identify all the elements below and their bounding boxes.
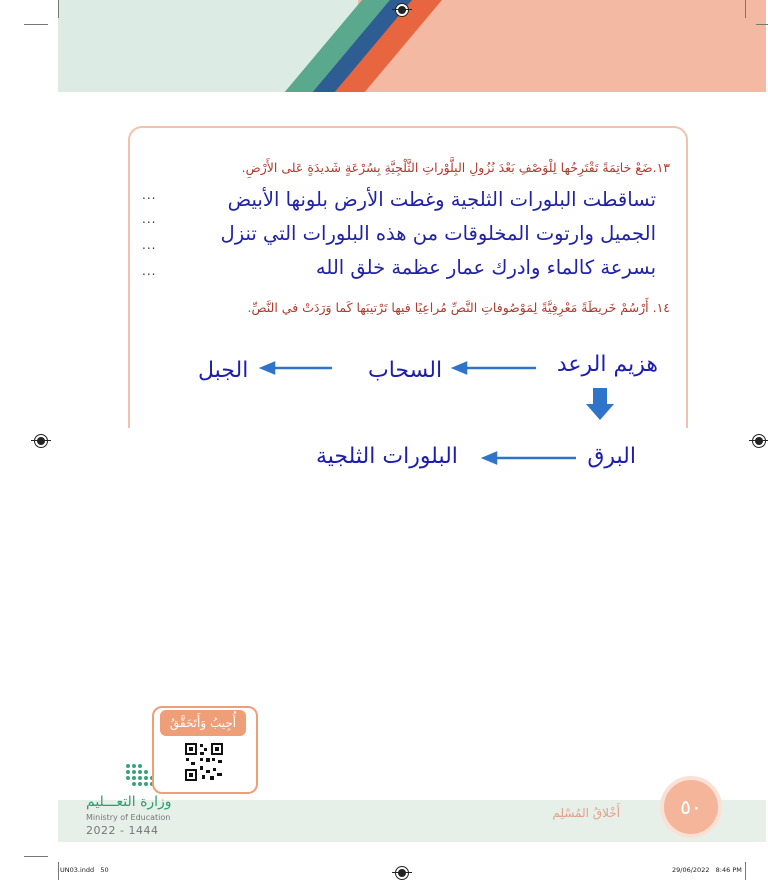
page-number: ٥٠ <box>660 776 722 838</box>
arrow-left-icon <box>484 453 576 463</box>
answer-dots: ... <box>142 188 157 202</box>
question-14: ١٤. أَرْسُمْ خَريطَةً مَعْرِفِيَّةً لِمَوْصُوفاتِ النَّصِّ مُراعِيًا فيها تَرْتيبَها كَما وَرَدَتْ في النَّصِّ. <box>247 300 670 315</box>
arrow-down-icon <box>586 388 614 420</box>
map-node-clouds: السحاب <box>368 358 443 383</box>
arrow-left-icon <box>262 363 332 373</box>
card-label: أُجِيبُ وَأَتَحَقَّقُ <box>160 710 246 736</box>
print-date-slug: 29/06/2022 8:46 PM <box>672 866 742 874</box>
answer-dots: ... <box>142 212 157 226</box>
map-node-lightning: البرق <box>587 444 636 469</box>
answer-line-1: تساقطت البلورات الثلجية وغطت الأرض بلونها الأبيض <box>227 188 656 211</box>
book-title: أَخْلاقُ المُسْلِم <box>552 806 620 820</box>
print-file-slug: UN03.indd 50 <box>60 866 109 874</box>
qr-code-icon[interactable] <box>184 742 224 782</box>
answer-line-2: الجميل وارتوت المخلوقات من هذه البلورات التي تنزل <box>220 222 656 245</box>
arrow-left-icon <box>454 363 536 373</box>
answer-line-3: بسرعة كالماء وادرك عمار عظمة خلق الله <box>315 256 656 279</box>
map-node-snow-crystals: البلورات الثلجية <box>316 444 458 469</box>
question-13: ١٣.ضَعْ خاتِمَةً تَقْتَرِحُها لِلْوَصْفِ بَعْدَ نُزُولِ البِلَّوْراتِ الثَّلْجِيَّةِ بِسُرْعَةٍ شَديدَةٍ عَلى الأَرْضِ. <box>241 160 670 175</box>
map-node-thunder: هزيم الرعد <box>556 352 658 377</box>
answer-dots: ... <box>142 264 157 278</box>
answer-dots: ... <box>142 238 157 252</box>
edition-year: 2022 - 1444 <box>86 824 159 837</box>
map-node-mountain: الجبل <box>198 358 249 383</box>
ministry-name-en: Ministry of Education <box>86 813 171 822</box>
ministry-name-ar: وزارة التعـــليم <box>86 794 172 810</box>
